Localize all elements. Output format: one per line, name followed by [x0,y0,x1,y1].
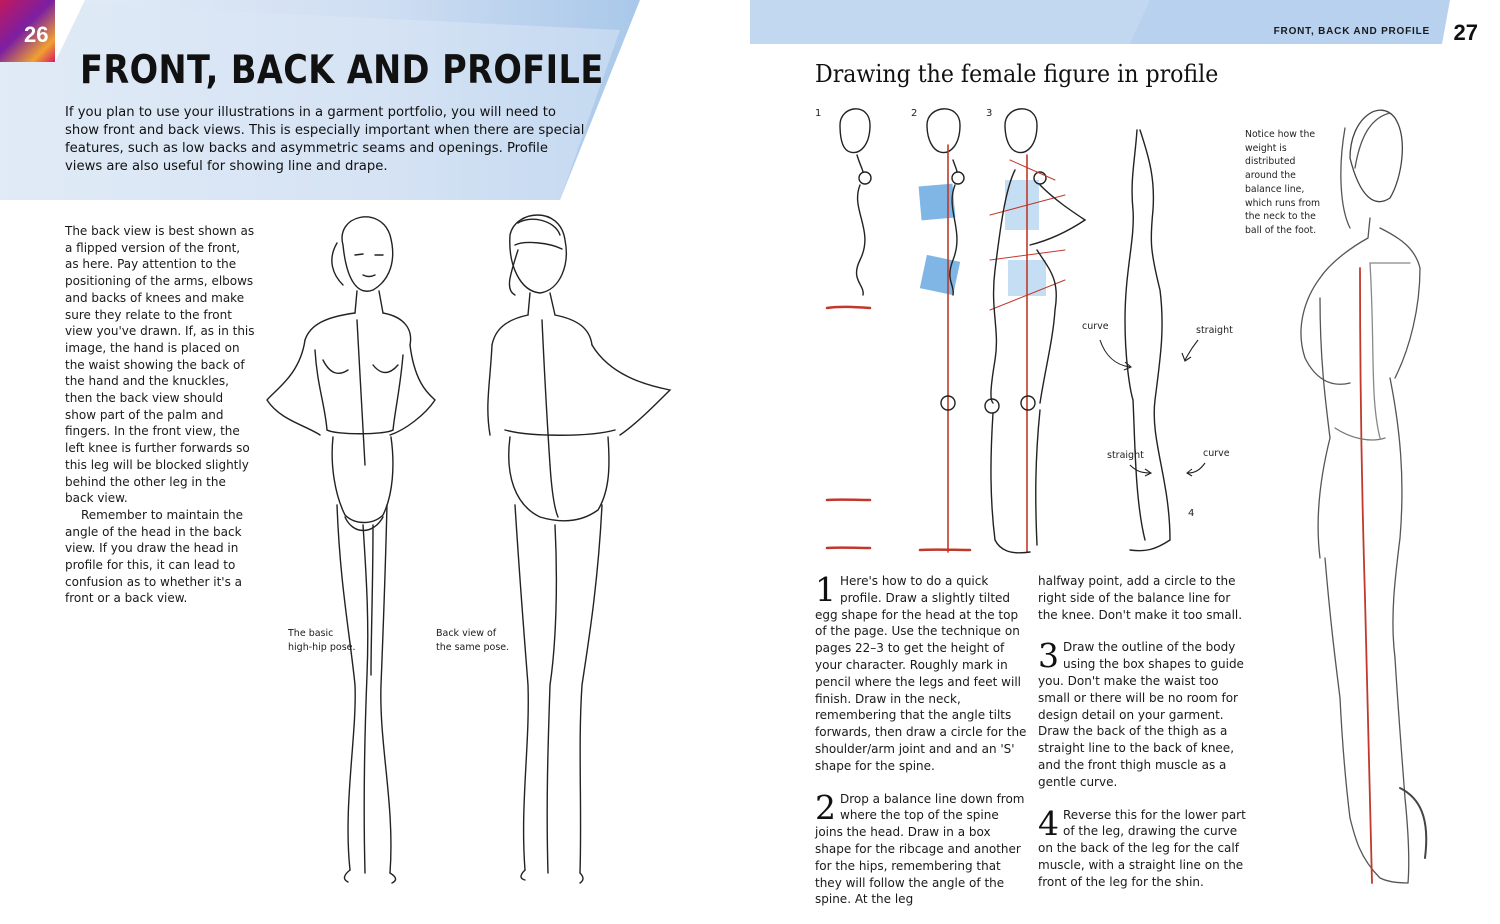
profile-sketch-figure [1290,98,1485,888]
body-paragraph-1: The back view is best shown as a flipped version of the front, as here. Pay attention to the positioning of the arms, elbows and backs of knees and make sure they relate to the front view you've drawn. If, as in this image, the hand is placed on the waist showing the back of the hand and the knuckles, then the back view should show part of the palm and fingers. In the front view, the left knee is further forwards so this leg will be blocked slightly behind the other leg in the back view. [65,224,255,506]
page-title: FRONT, BACK AND PROFILE [80,48,604,93]
step-2-text: Drop a balance line down from where the top of the spine joins the head. Draw in a box shape for the ribcage and another for the hips, remembering that they will follow the angle of the spine. At the leg [815,791,1025,907]
balance-note: Notice how the weight is distributed around the balance line, which runs from the neck to the ball of the foot. [1245,129,1321,236]
back-view-figure [470,205,680,885]
step-label-1: 1 [815,108,822,119]
step-label-3: 3 [986,108,993,119]
step-3-number: 3 [1038,636,1059,676]
running-head: FRONT, BACK AND PROFILE [1273,26,1430,37]
caption-back-line-2: the same pose. [436,642,510,653]
caption-back [436,627,509,655]
section-subtitle: Drawing the female figure in profile [815,60,1219,88]
caption-back-line-1: Back view of [436,628,497,639]
page-number-right: 27 [1453,20,1478,45]
step-3-text: Draw the outline of the body using the box shapes to guide you. Don't make the waist too small or there will be no room for design detail on your garment. Draw the back of the thigh as a straight line to the back of knee, and the front thigh muscle as a gentle curve. [1038,640,1244,789]
caption-front-line-2: high-hip pose. [288,642,356,653]
page-number-left: 26 [24,22,49,47]
steps-column-1 [815,570,1029,924]
body-paragraph-2: Remember to maintain the angle of the head in the back view. If you draw the head in profile for this, it can lead to confusion as to whether it's a front or a back view. [65,507,244,606]
label-straight-bottom: straight [1107,450,1144,461]
front-view-figure [255,205,455,885]
label-curve-top: curve [1082,321,1109,332]
step-1 [815,570,1029,775]
step-4-number: 4 [1038,803,1059,843]
steps-column-2 [1038,573,1252,907]
step-2 [815,787,1029,909]
profile-steps-drawing [815,100,1235,565]
step-3 [1038,636,1252,790]
annotation-arrows [1090,335,1210,485]
step-1-text: Here's how to do a quick profile. Draw a slightly tilted egg shape for the head at the top of the page. Use the technique on pages 22–3 to get the height of your character. Roughly mark in pencil where the legs and feet will finish. Draw in the neck, remembering that the angle tilts forwards, then draw a circle for the shoulder/arm joint and and an 'S' shape for the spine. [815,574,1027,773]
label-curve-bottom: curve [1203,448,1230,459]
step-2-continued: halfway point, add a circle to the right side of the balance line for the knee. Don't make it too small. [1038,574,1243,622]
header-band-right [750,0,1500,44]
label-straight-top: straight [1196,325,1233,336]
step-4 [1038,803,1252,891]
step-4-text: Reverse this for the lower part of the leg, drawing the curve on the back of the leg for the calf muscle, with a straight line on the front of the leg for the shin. [1038,807,1246,889]
step-2-number: 2 [815,787,836,827]
step-1-number: 1 [815,570,836,609]
body-text-left [65,223,255,607]
step-label-4: 4 [1188,508,1195,519]
step-label-2: 2 [911,108,918,119]
intro-text: If you plan to use your illustrations in a garment portfolio, you will need to show front and back views. This is especially important when there are special features, such as low backs and asymmetric seams and openings. Profile views are also useful for showing line and drape. [65,105,585,174]
caption-front-line-1: The basic [288,628,334,639]
caption-front [288,627,356,655]
